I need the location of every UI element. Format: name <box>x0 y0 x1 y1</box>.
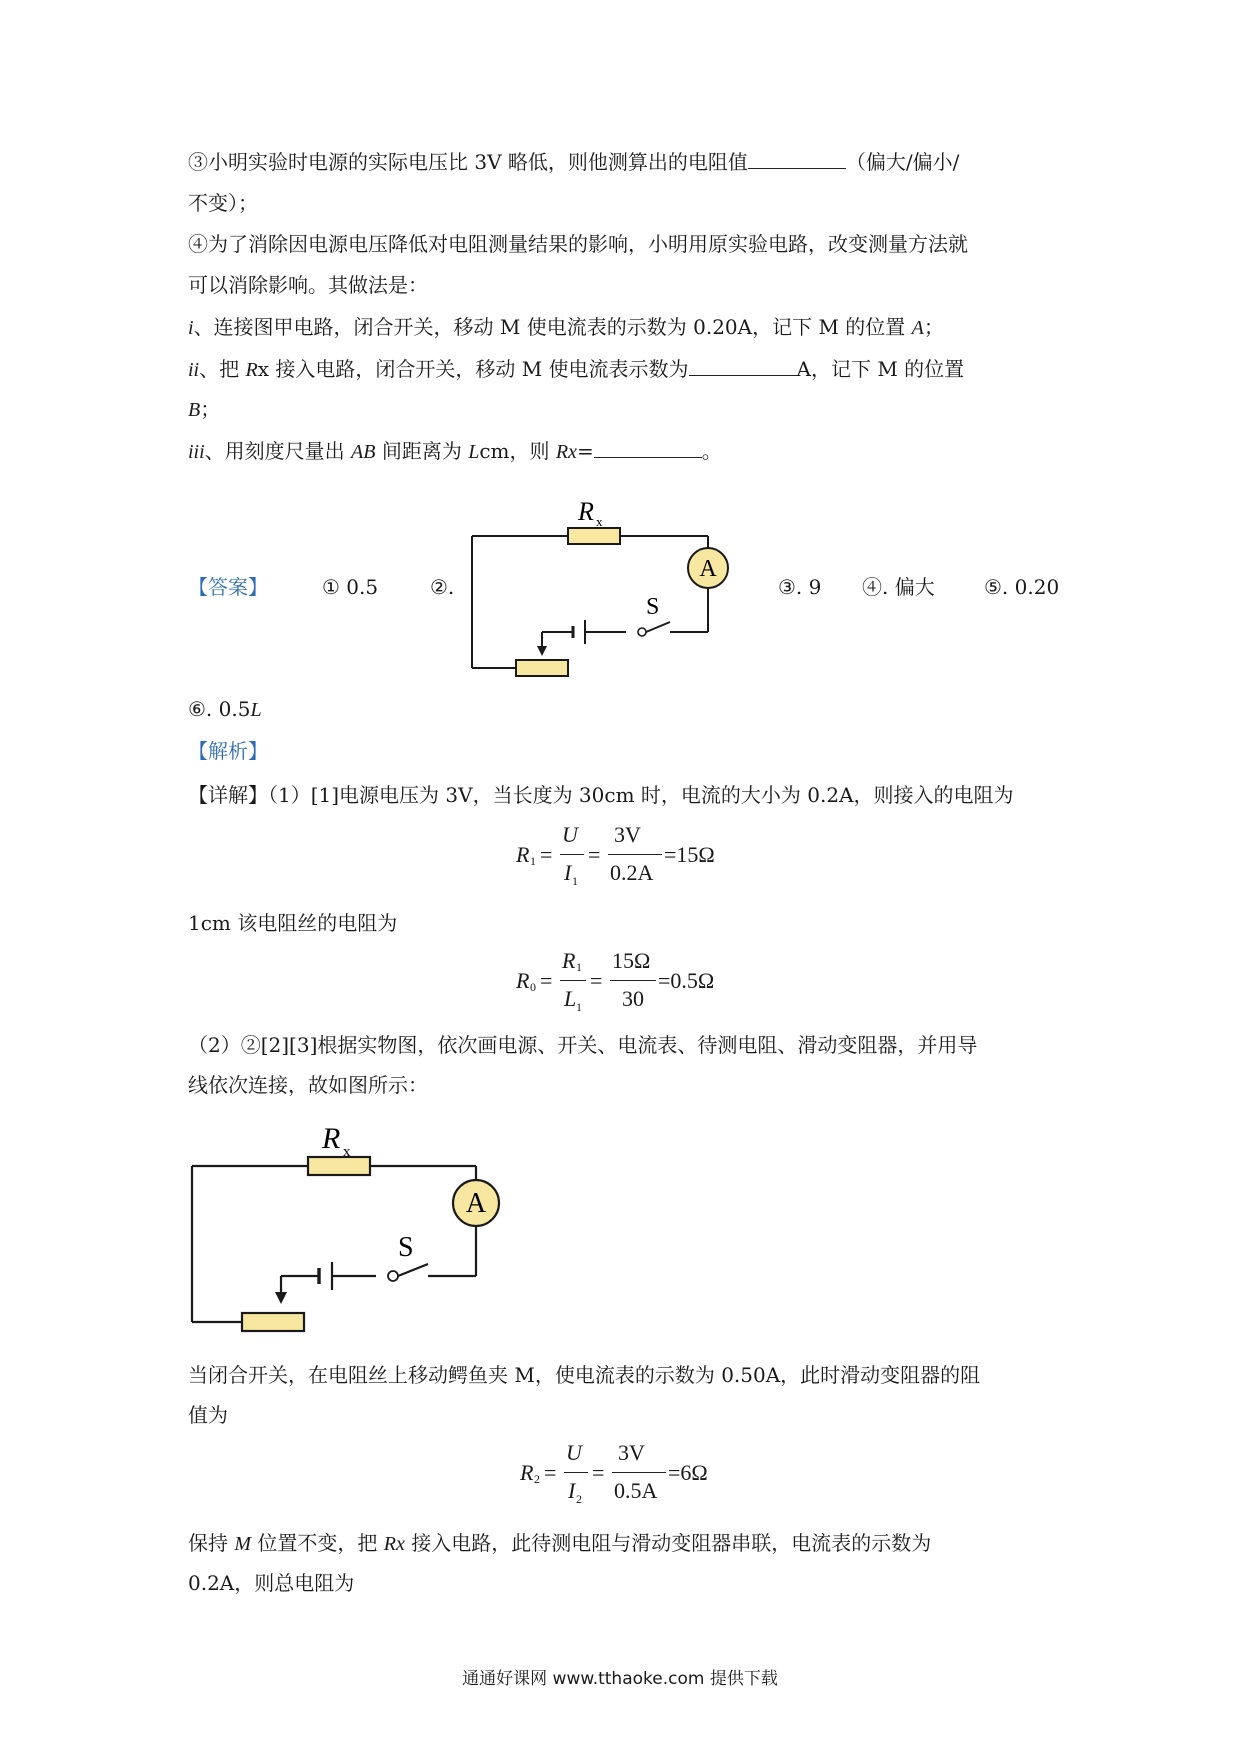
step-iii: iii、用刻度尺量出 AB 间距离为 Lcm，则 Rx= 。 <box>188 435 722 467</box>
answer-blank <box>689 353 797 376</box>
rheostat <box>516 660 568 676</box>
detail-line-2: 1cm 该电阻丝的电阻为 <box>188 911 398 935</box>
detail-line-7: 保持 M 位置不变，把 Rx 接入电路，此待测电阻与滑动变阻器串联，电流表的示数为 <box>188 1531 932 1555</box>
switch-contact <box>388 1271 398 1281</box>
switch-contact <box>638 628 646 636</box>
step-ii: ii、把 Rx 接入电路，闭合开关，移动 M 使电流表示数为 A，记下 M 的位置 <box>188 353 964 385</box>
resistor-label-sub: x <box>596 514 603 529</box>
resistor-label: R <box>322 1122 341 1155</box>
answer-tag: 【答案】 <box>188 575 268 599</box>
answer-1: ① 0.5 <box>322 575 379 599</box>
detail-line-3: （2）②[2][3]根据实物图，依次画电源、开关、电流表、待测电阻、滑动变阻器，并用导 <box>188 1033 978 1057</box>
formula-r1: R 1 = U I 1 = 3V 0.2A =15Ω <box>516 822 715 888</box>
question-line-3: ③小明实验时电源的实际电压比 3V 略低，则他测算出的电阻值 （偏大/偏小/ <box>188 146 959 177</box>
formula-r0: R 0 = R 1 L 1 = 15Ω 30 =0.5Ω <box>516 948 715 1014</box>
answer-4: ④. 偏大 <box>862 575 935 599</box>
circuit-diagram-answer <box>460 488 740 680</box>
detail-line-4: 线依次连接，故如图所示： <box>188 1073 428 1097</box>
answer-5: ⑤. 0.20 <box>984 575 1060 599</box>
resistor-rx <box>308 1157 370 1175</box>
slider-arrow-icon <box>537 646 547 656</box>
analysis-tag: 【解析】 <box>188 739 268 763</box>
page-footer: 通通好课网 www.tthaoke.com 提供下载 <box>462 1669 778 1689</box>
step-i: i、连接图甲电路，闭合开关，移动 M 使电流表的示数为 0.20A，记下 M 的位置 A； <box>188 315 944 339</box>
switch-label: S <box>398 1232 414 1263</box>
question-line-4: ④为了消除因电源电压降低对电阻测量结果的影响，小明用原实验电路，改变测量方法就 <box>188 232 968 256</box>
resistor-label-sub: x <box>343 1144 351 1160</box>
detail-line-6: 值为 <box>188 1403 228 1427</box>
detail-line-8: 0.2A，则总电阻为 <box>188 1571 355 1595</box>
question-line: 可以消除影响。其做法是： <box>188 273 428 297</box>
ammeter-label: A <box>465 1188 487 1219</box>
rheostat <box>242 1313 304 1331</box>
resistor-label: R <box>578 497 594 526</box>
formula-r2: R 2 = U I 2 = 3V 0.5A =6Ω <box>520 1440 708 1506</box>
detail-line-1: 【详解】（1）[1]电源电压为 3V，当长度为 30cm 时，电流的大小为 0.2A，则接入的电阻为 <box>188 783 1014 807</box>
circuit-diagram-detail <box>186 1108 506 1344</box>
answer-6: ⑥. 0.5L <box>188 697 262 721</box>
resistor-rx <box>568 528 620 544</box>
ammeter-label: A <box>699 556 717 582</box>
switch-label: S <box>646 594 660 620</box>
answer-2: ②. <box>430 575 455 599</box>
step-ii-cont: B； <box>188 397 221 421</box>
slider-arrow-icon <box>275 1292 287 1304</box>
answer-3: ③. 9 <box>778 575 822 599</box>
detail-line-5: 当闭合开关，在电阻丝上移动鳄鱼夹 M，使电流表的示数为 0.50A，此时滑动变阻器的阻 <box>188 1363 981 1387</box>
answer-blank <box>594 435 702 458</box>
question-line: 不变）； <box>188 191 258 215</box>
answer-blank <box>748 146 846 169</box>
